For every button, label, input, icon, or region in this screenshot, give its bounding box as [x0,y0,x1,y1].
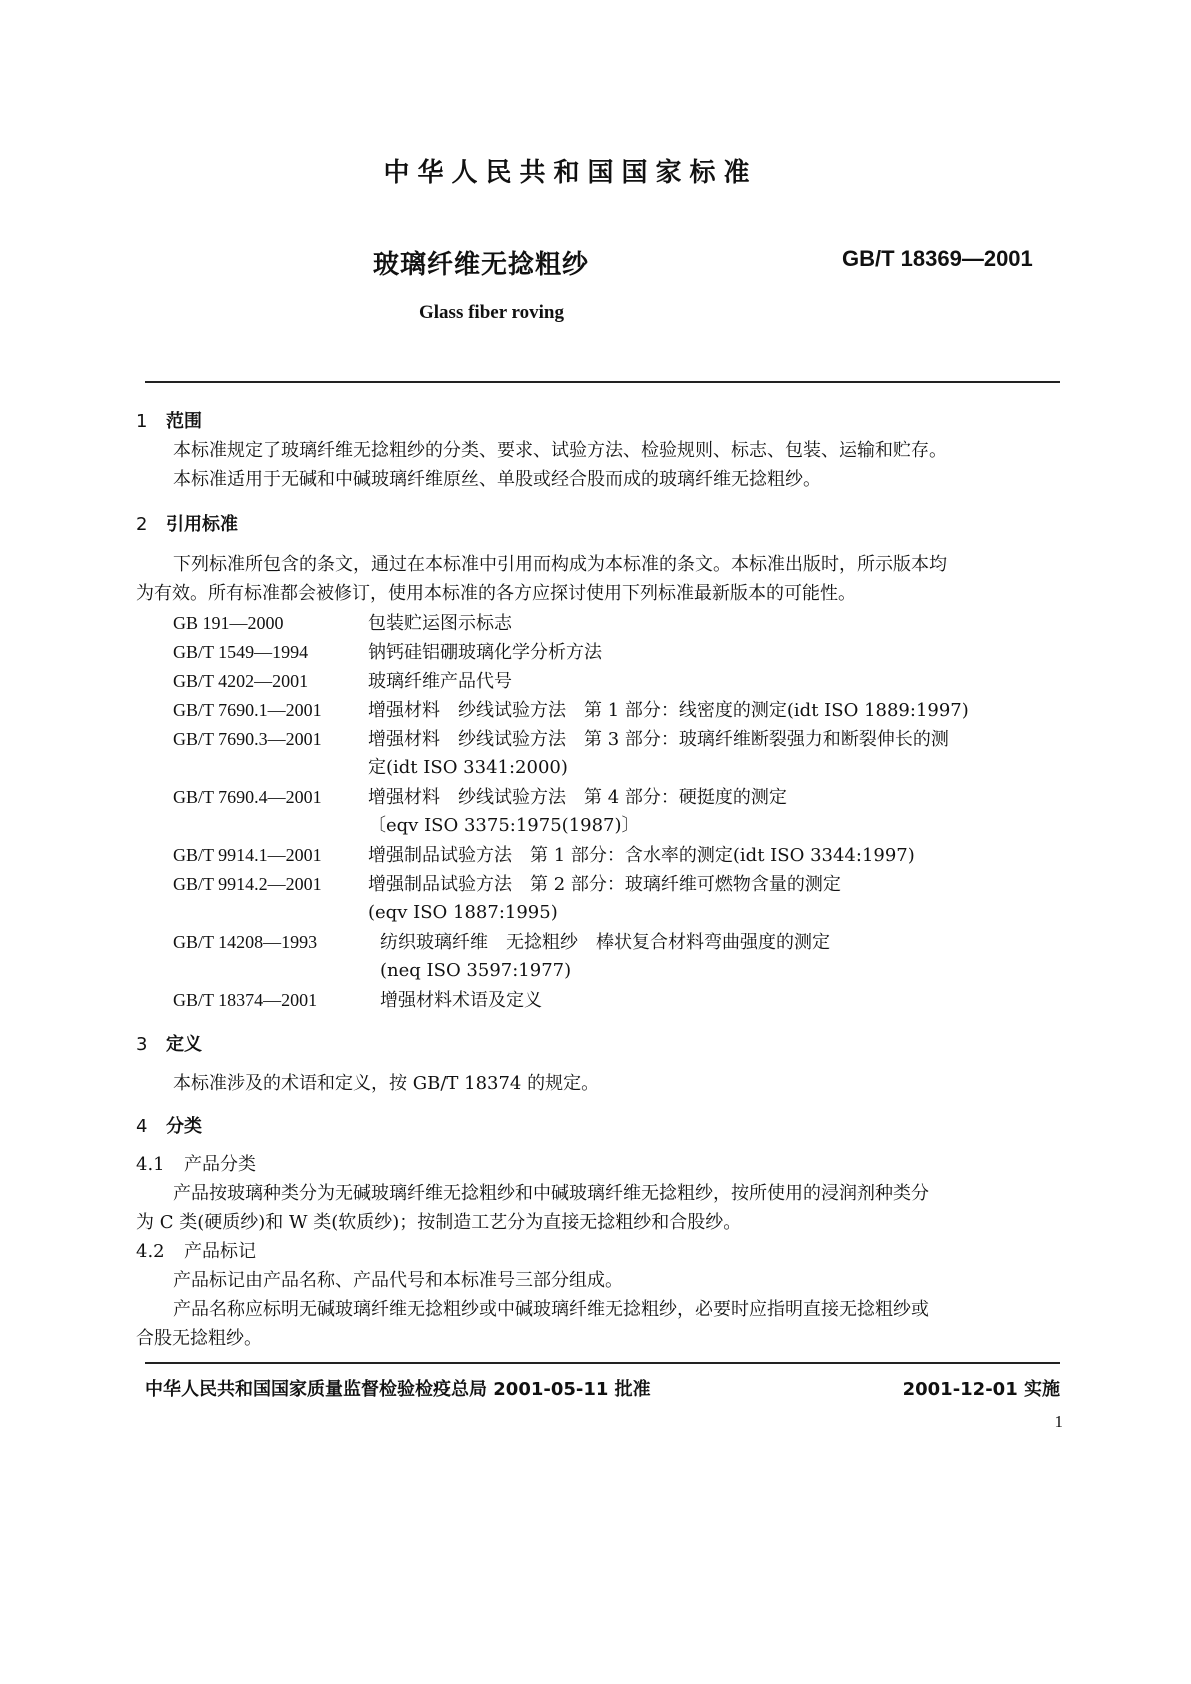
reference-code: GB/T 7690.4—2001 [173,787,322,807]
reference-title: 增强材料 纱线试验方法 第 1 部分：线密度的测定(idt ISO 1889:1997) [368,700,969,721]
section-title: 范围 [166,411,202,432]
reference-title-continuation: 定(idt ISO 3341:2000) [368,757,568,778]
reference-code: GB/T 4202—2001 [173,671,309,691]
section-number: 2 [136,514,148,535]
section-1-paragraph-2: 本标准适用于无碱和中碱玻璃纤维原丝、单股或经合股而成的玻璃纤维无捻粗纱。 [173,469,821,490]
section-1-heading [136,407,202,433]
reference-code: GB 191—2000 [173,613,284,633]
section-number: 1 [136,411,148,432]
section-number: 4 [136,1116,148,1137]
reference-title: 钠钙硅铝硼玻璃化学分析方法 [368,642,602,663]
subsection-title: 产品标记 [184,1241,256,1262]
subsection-4-1-line-2: 为 C 类(硬质纱)和 W 类(软质纱)；按制造工艺分为直接无捻粗纱和合股纱。 [136,1212,742,1233]
footer-divider [145,1362,1060,1364]
document-title-chinese: 玻璃纤维无捻粗纱 [373,250,590,280]
reference-code: GB/T 7690.3—2001 [173,729,322,749]
subsection-4-2-heading [136,1236,256,1268]
page-number: 1 [1054,1412,1063,1431]
reference-title-continuation: 〔eqv ISO 3375:1975(1987)〕 [368,815,640,836]
section-2-heading [136,510,238,536]
subsection-4-1-heading [136,1149,256,1181]
reference-title: 增强制品试验方法 第 1 部分：含水率的测定(idt ISO 3344:1997) [368,845,915,866]
reference-title-continuation: (eqv ISO 1887:1995) [368,902,558,923]
reference-code: GB/T 7690.1—2001 [173,700,322,720]
section-1-paragraph-1: 本标准规定了玻璃纤维无捻粗纱的分类、要求、试验方法、检验规则、标志、包装、运输和贮存。 [173,440,947,461]
subsection-4-2-line-3: 合股无捻粗纱。 [136,1328,262,1349]
effective-date: 2001-12-01 实施 [902,1379,1060,1400]
reference-title: 纺织玻璃纤维 无捻粗纱 棒状复合材料弯曲强度的测定 [380,932,830,953]
reference-code: GB/T 1549—1994 [173,642,309,662]
subsection-number: 4.2 [136,1241,165,1262]
document-number: GB/T 18369—2001 [842,246,1033,271]
reference-title: 玻璃纤维产品代号 [368,671,512,692]
reference-code: GB/T 14208—1993 [173,932,318,952]
subsection-number: 4.1 [136,1154,165,1175]
subsection-title: 产品分类 [184,1154,256,1175]
section-3-paragraph: 本标准涉及的术语和定义，按 GB/T 18374 的规定。 [173,1073,600,1094]
section-title: 分类 [166,1116,202,1137]
standard-category-title: 中华人民共和国国家标准 [383,158,758,188]
header-divider [145,381,1060,383]
section-title: 定义 [166,1034,202,1055]
section-2-intro-line-2: 为有效。所有标准都会被修订，使用本标准的各方应探讨使用下列标准最新版本的可能性。 [136,583,856,604]
reference-code: GB/T 9914.1—2001 [173,845,322,865]
reference-title-continuation: (neq ISO 3597:1977) [380,960,572,981]
subsection-4-2-line-1: 产品标记由产品名称、产品代号和本标准号三部分组成。 [173,1270,623,1291]
section-4-heading [136,1112,202,1138]
reference-title: 包装贮运图示标志 [368,613,512,634]
reference-title: 增强材料 纱线试验方法 第 4 部分：硬挺度的测定 [368,787,787,808]
document-title-english: Glass fiber roving [419,302,564,323]
reference-title: 增强制品试验方法 第 2 部分：玻璃纤维可燃物含量的测定 [368,874,841,895]
subsection-4-2-line-2: 产品名称应标明无碱玻璃纤维无捻粗纱或中碱玻璃纤维无捻粗纱，必要时应指明直接无捻粗纱或 [173,1299,929,1320]
section-2-intro-line-1: 下列标准所包含的条文，通过在本标准中引用而构成为本标准的条文。本标准出版时，所示版本均 [173,554,947,575]
reference-code: GB/T 9914.2—2001 [173,874,322,894]
section-number: 3 [136,1034,148,1055]
approval-statement: 中华人民共和国国家质量监督检验检疫总局 2001-05-11 批准 [145,1379,651,1400]
subsection-4-1-line-1: 产品按玻璃种类分为无碱玻璃纤维无捻粗纱和中碱玻璃纤维无捻粗纱，按所使用的浸润剂种类分 [173,1183,929,1204]
reference-code: GB/T 18374—2001 [173,990,318,1010]
section-title: 引用标准 [166,514,238,535]
reference-title: 增强材料术语及定义 [380,990,542,1011]
section-3-heading [136,1030,202,1056]
reference-item [173,984,542,1017]
reference-title: 增强材料 纱线试验方法 第 3 部分：玻璃纤维断裂强力和断裂伸长的测 [368,729,949,750]
